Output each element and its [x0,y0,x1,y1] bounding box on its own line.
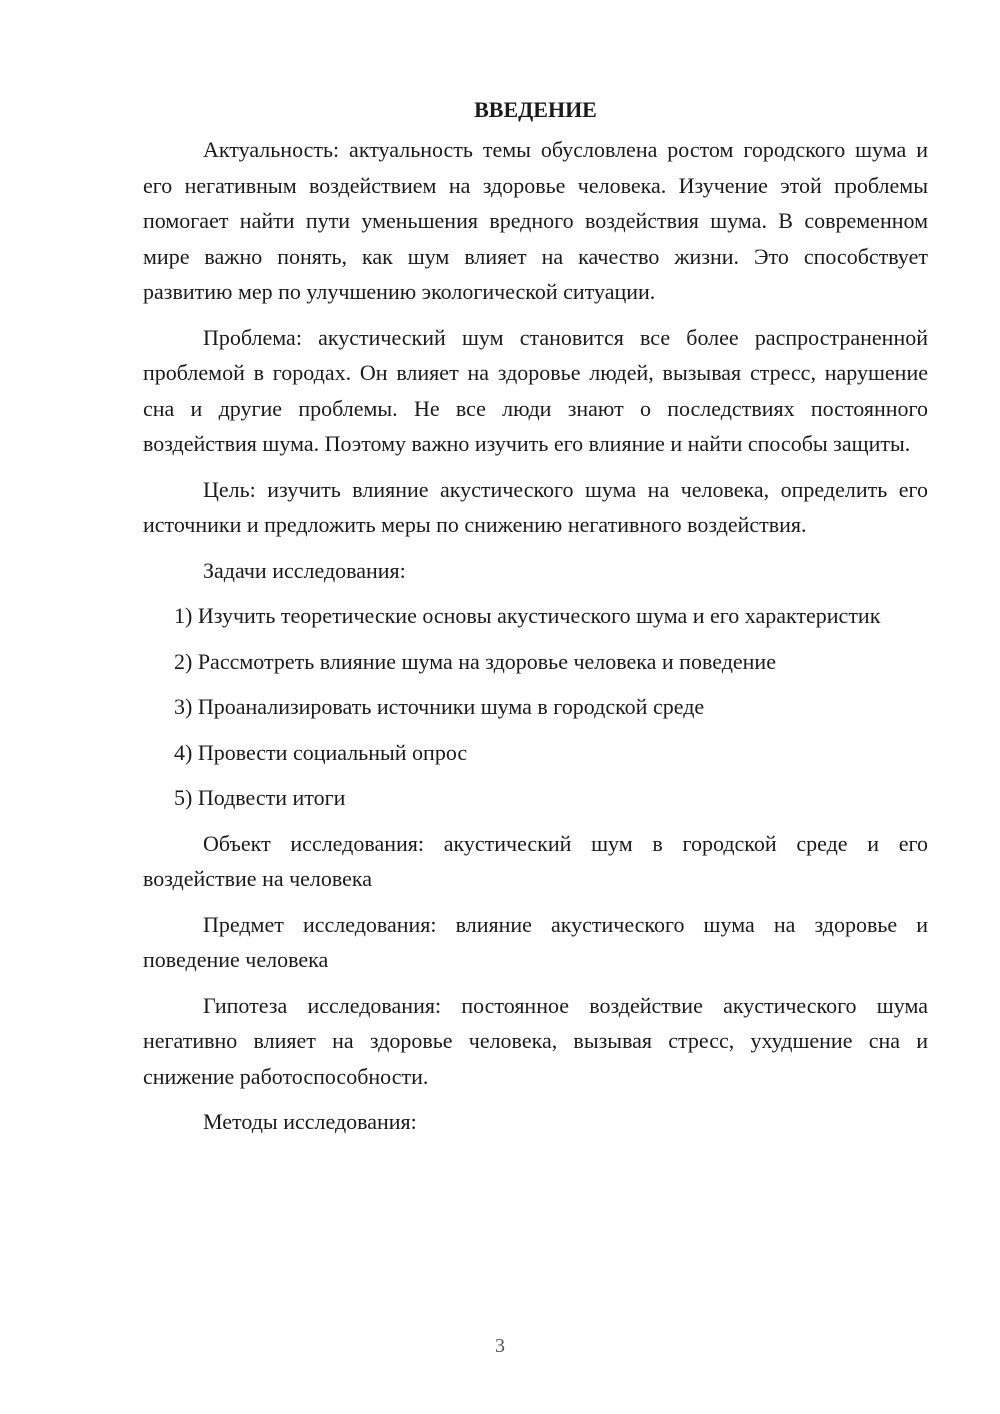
problem-paragraph: Проблема: акустический шум становится все более распространенной проблемой в городах. Он влияет на здоровье людей, вызывая стресс, нарушение сна и другие проблемы. Не все люди знают о последствиях постоянного воздействия шума. Поэтому важно изучить его влияние и найти способы защиты. [143,324,928,456]
task-item-3: 3) Проанализировать источники шума в городской среде [174,694,705,719]
tasks-heading: Задачи исследования: [203,557,406,583]
task-item-5: 5) Подвести итоги [174,785,346,810]
object-paragraph: Объект исследования: акустический шум в городской среде и его воздействие на человека [143,830,928,891]
task-item-2: 2) Рассмотреть влияние шума на здоровье человека и поведение [174,648,776,674]
methods-heading: Методы исследования: [203,1109,417,1134]
hypothesis-paragraph: Гипотеза исследования: постоянное воздействие акустического шума негативно влияет на здоровье человека, вызывая стресс, ухудшение сна и снижение работоспособности. [143,992,928,1089]
goal-paragraph: Цель: изучить влияние акустического шума на человека, определить его источники и предложить меры по снижению негативного воздействия. [143,476,928,537]
task-item-4: 4) Провести социальный опрос [174,739,468,765]
task-item-1: 1) Изучить теоретические основы акустического шума и его характеристик [174,603,881,628]
document-page [143,92,928,1140]
section-heading: ВВЕДЕНИЕ [474,97,597,122]
relevance-paragraph: Актуальность: актуальность темы обусловлена ростом городского шума и его негативным воздействием на здоровье человека. Изучение этой проблемы помогает найти пути уменьшения вредного воздействия шума. В современном мире важно понять, как шум влияет на качество жизни. Это способствует развитию мер по улучшению экологической ситуации. [143,137,928,304]
subject-paragraph: Предмет исследования: влияние акустического шума на здоровье и поведение человека [143,911,928,972]
page-number: 3 [495,1335,505,1357]
